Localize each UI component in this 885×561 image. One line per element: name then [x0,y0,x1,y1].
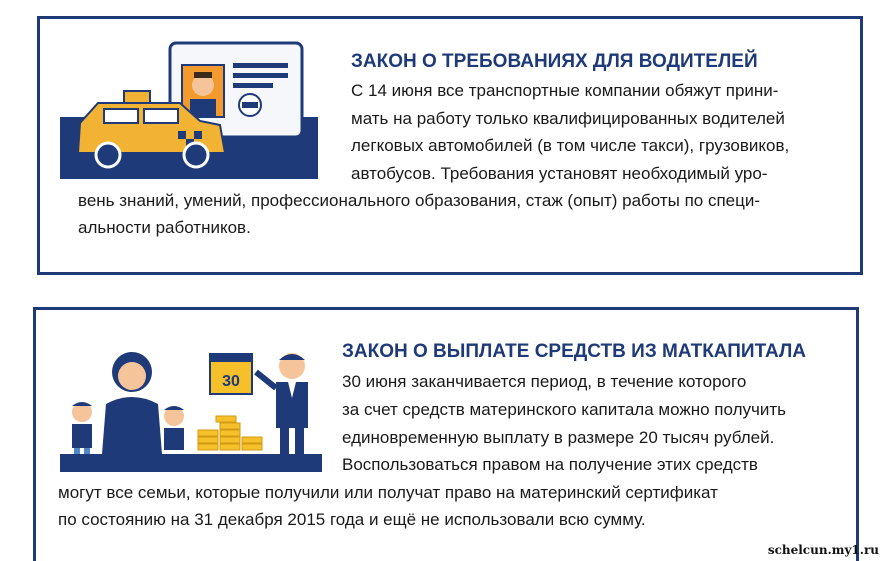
taxi-license-illustration [60,41,340,181]
text-line: альности работников. [78,218,251,237]
text-line: единовременную выплату в размере 20 тысяч рублей. [342,428,775,447]
text-line: легковых автомобилей (в том числе такси), грузовиков, [351,136,790,155]
text-line: вень знаний, умений, профессионального образования, стаж (опыт) работы по специ- [78,191,761,210]
coin-stack-icon [198,416,262,450]
text-line: Воспользоваться правом на получение этих средств [342,455,758,474]
section-title: ЗАКОН О ВЫПЛАТЕ СРЕДСТВ ИЗ МАТКАПИТАЛА [342,341,806,362]
official-man-icon [256,353,308,454]
text-line: по состоянию на 31 декабря 2015 года и ещё не использовали всю сумму. [58,510,646,529]
text-line: С 14 июня все транспортные компании обяжут прини- [351,81,779,100]
calendar-icon [210,354,252,394]
text-line: автобусов. Требования установят необходимый уро- [351,164,768,183]
watermark: schelcun.my1.ru [767,543,879,557]
family-coins-illustration [60,346,360,476]
child-left-icon [72,402,92,454]
text-line: 30 июня заканчивается период, в течение которого [342,372,747,391]
text-line: мать на работу только квалифицированных водителей [351,109,785,128]
text-line: могут все семьи, которые получили или получат право на материнский сертификат [58,483,718,502]
text-line: за счет средств материнского капитала можно получить [342,400,786,419]
mother-icon [102,352,162,454]
section-title: ЗАКОН О ТРЕБОВАНИЯХ ДЛЯ ВОДИТЕЛЕЙ [351,51,758,72]
calendar-day: 30 [222,373,240,390]
child-right-icon [164,406,184,450]
maternity-capital-card [33,307,859,561]
ground-band [60,454,322,472]
drivers-law-card [37,16,863,275]
